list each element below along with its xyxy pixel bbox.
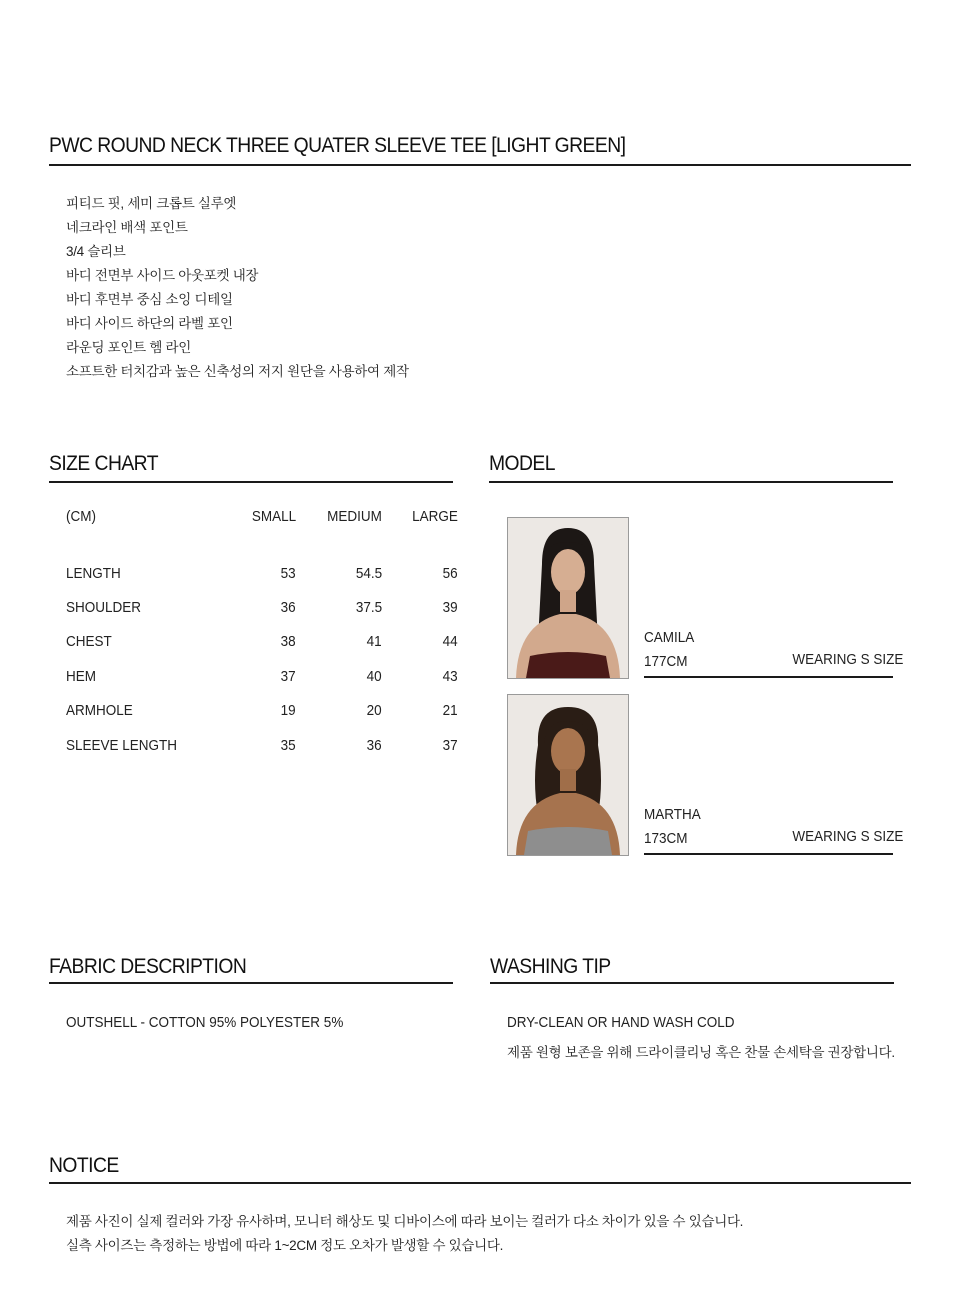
- model-height: 173CM: [644, 830, 688, 847]
- fabric-title: FABRIC DESCRIPTION: [49, 955, 247, 978]
- model-photo-martha: [507, 694, 629, 856]
- model-divider: [489, 481, 893, 483]
- notice-body: [66, 1210, 743, 1258]
- size-chart-title: SIZE CHART: [49, 452, 158, 475]
- table-row: [66, 728, 458, 762]
- washing-divider: [490, 982, 894, 984]
- model-divider-martha: [644, 853, 893, 855]
- cell-value: 21: [442, 702, 458, 720]
- model-top: [526, 652, 610, 678]
- cell-value: 35: [280, 736, 296, 754]
- notice-line: 실측 사이즈는 측정하는 방법에 따라 1~2CM 정도 오차가 발생할 수 있습니다.: [66, 1238, 504, 1253]
- cell-value: 53: [280, 564, 296, 582]
- row-label: HEM: [66, 667, 97, 685]
- fabric-text: OUTSHELL - COTTON 95% POLYESTER 5%: [66, 1014, 344, 1031]
- size-table: [66, 508, 458, 762]
- table-row: [66, 694, 458, 728]
- model-top: [524, 827, 612, 855]
- row-label: CHEST: [66, 633, 112, 651]
- table-row: [66, 556, 458, 590]
- cell-value: 39: [442, 599, 458, 617]
- row-label: ARMHOLE: [66, 702, 133, 720]
- cell-value: 20: [366, 702, 382, 720]
- cell-value: 37.5: [355, 599, 382, 617]
- table-row: [66, 625, 458, 659]
- list-item: 소프트한 터치감과 높은 신축성의 저지 원단을 사용하여 제작: [66, 364, 409, 379]
- feature-list: [66, 192, 409, 384]
- cell-value: 38: [280, 633, 296, 651]
- cell-value: 37: [280, 667, 296, 685]
- model-name: MARTHA: [644, 806, 701, 823]
- list-item: 네크라인 배색 포인트: [66, 220, 188, 235]
- cell-value: 36: [280, 599, 296, 617]
- washing-text-korean: 제품 원형 보존을 위해 드라이클리닝 혹은 찬물 손세탁을 권장합니다.: [507, 1045, 895, 1060]
- notice-line: 제품 사진이 실제 컬러와 가장 유사하며, 모니터 해상도 및 디바이스에 따라 보이는 컬러가 다소 차이가 있을 수 있습니다.: [66, 1214, 744, 1229]
- cell-value: 40: [366, 667, 382, 685]
- list-item: 바디 전면부 사이드 아웃포켓 내장: [66, 268, 259, 283]
- cell-value: 56: [442, 564, 458, 582]
- column-header: LARGE: [412, 508, 458, 525]
- washing-text: DRY-CLEAN OR HAND WASH COLD: [507, 1014, 735, 1031]
- list-item: 피티드 핏, 세미 크롭트 실루엣: [66, 196, 237, 211]
- column-header: MEDIUM: [327, 508, 382, 525]
- row-label: LENGTH: [66, 564, 121, 582]
- fabric-divider: [49, 982, 453, 984]
- table-row: [66, 659, 458, 693]
- list-item: 바디 후면부 중심 소잉 디테일: [66, 292, 233, 307]
- row-label: SHOULDER: [66, 599, 142, 617]
- title-divider: [49, 164, 911, 166]
- model-wearing: WEARING S SIZE: [792, 651, 904, 668]
- model-divider-camila: [644, 676, 893, 678]
- cell-value: 54.5: [355, 564, 382, 582]
- list-item: 바디 사이드 하단의 라벨 포인: [66, 316, 233, 331]
- model-height: 177CM: [644, 653, 688, 670]
- size-table-header: [66, 508, 458, 556]
- row-label: SLEEVE LENGTH: [66, 736, 178, 754]
- model-portrait: [508, 518, 628, 678]
- cell-value: 19: [280, 702, 296, 720]
- cell-value: 43: [442, 667, 458, 685]
- model-portrait: [508, 695, 628, 855]
- cell-value: 41: [366, 633, 382, 651]
- washing-title: WASHING TIP: [490, 955, 611, 978]
- list-item: 3/4 슬리브: [66, 244, 126, 259]
- model-name: CAMILA: [644, 629, 695, 646]
- notice-title: NOTICE: [49, 1154, 119, 1177]
- size-chart-divider: [49, 481, 453, 483]
- list-item: 라운딩 포인트 헴 라인: [66, 340, 192, 355]
- unit-label: (CM): [66, 508, 96, 525]
- column-header: SMALL: [251, 508, 296, 525]
- notice-divider: [49, 1182, 911, 1184]
- model-wearing: WEARING S SIZE: [792, 828, 904, 845]
- cell-value: 37: [442, 736, 458, 754]
- product-title: PWC ROUND NECK THREE QUATER SLEEVE TEE [LIGHT GREEN]: [49, 134, 626, 157]
- model-photo-camila: [507, 517, 629, 679]
- model-title: MODEL: [489, 452, 555, 475]
- cell-value: 36: [366, 736, 382, 754]
- table-row: [66, 590, 458, 624]
- cell-value: 44: [442, 633, 458, 651]
